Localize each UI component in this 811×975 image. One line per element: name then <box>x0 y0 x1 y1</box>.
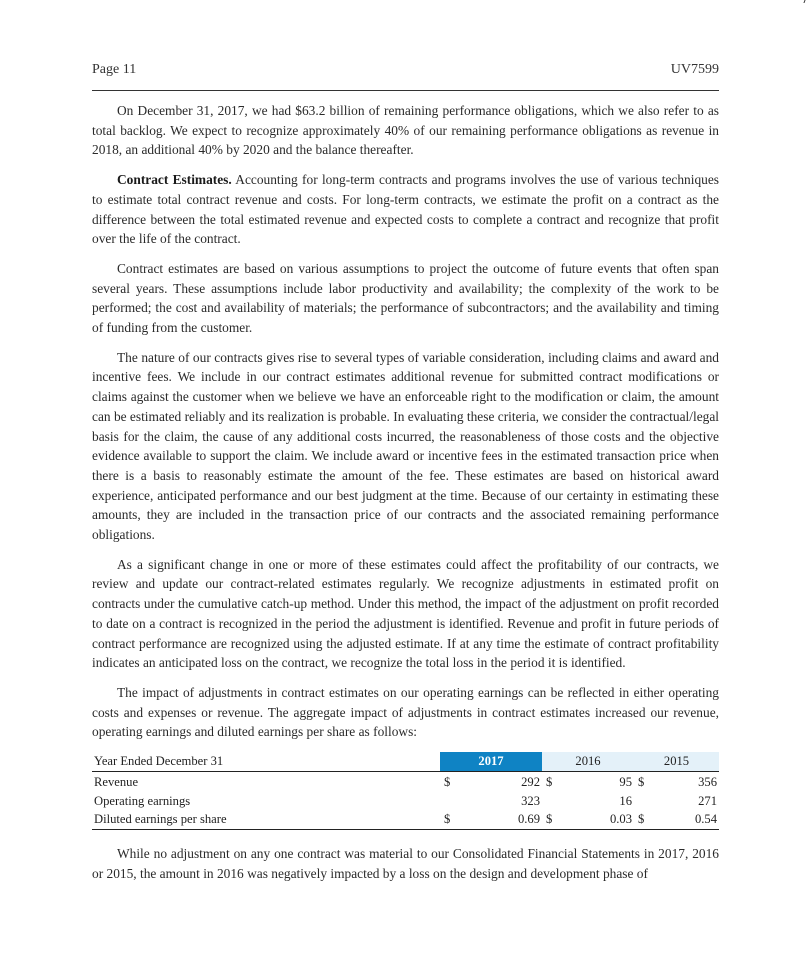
section-heading-contract-estimates: Contract Estimates. <box>117 172 232 188</box>
corner-mark <box>800 0 805 3</box>
currency-symbol: $ <box>542 811 566 830</box>
currency-symbol: $ <box>440 811 470 830</box>
cell-value: 356 <box>698 775 717 790</box>
header-divider <box>92 90 719 91</box>
row-label: Revenue <box>94 775 139 790</box>
table-row <box>92 771 719 792</box>
cell-value: 323 <box>521 793 540 808</box>
table-header-label: Year Ended December 31 <box>92 752 440 771</box>
document-body <box>92 101 719 894</box>
cell-value: 0.54 <box>658 811 719 830</box>
currency-symbol: $ <box>546 775 553 790</box>
cell-value: 0.69 <box>470 811 542 830</box>
paragraph-adjustments: As a significant change in one or more of these estimates could affect the profitability of our contracts, we review and update our contract-related estimates regularly. We recognize adjustments in estimated profit on contracts under the cumulative catch-up method. Under this method, the impact of the adjustment on profit recorded to date on a contract is recognized in the period the adjustment is identified. Revenue and profit in future periods of contract performance are recognized using the adjusted estimate. If at any time the estimate of contract profitability indicates an anticipated loss on the contract, we recognize the total loss in the period it is identified. <box>92 556 719 671</box>
currency-symbol <box>542 792 566 811</box>
cell-value: 292 <box>521 775 540 790</box>
cell-value: 16 <box>619 793 632 808</box>
paragraph-contract-estimates <box>92 170 719 249</box>
paragraph-backlog: On December 31, 2017, we had $63.2 billion of remaining performance obligations, which we also refer to as total backlog. We expect to recognize approximately 40% of our remaining performance obligations as revenue in 2018, an additional 40% by 2020 and the balance thereafter. <box>92 103 719 158</box>
currency-symbol <box>634 792 658 811</box>
column-header-2015: 2015 <box>634 752 719 771</box>
table-header-row <box>92 752 719 771</box>
column-header-2016: 2016 <box>542 752 634 771</box>
row-label: Diluted earnings per share <box>92 811 440 830</box>
page-header <box>92 62 719 80</box>
adjustments-table <box>92 752 719 830</box>
paragraph-impact: The impact of adjustments in contract estimates on our operating earnings can be reflected in either operating costs and expenses or revenue. The aggregate impact of adjustments in contract estimates increased our revenue, operating earnings and diluted earnings per share as follows: <box>92 684 719 740</box>
paragraph-variable-consideration: The nature of our contracts gives rise to several types of variable consideration, including claims and award and incentive fees. We include in our contract estimates additional revenue for submitted contract modifications or claims against the customer when we believe we have an enforceable right to the modification or claim, the amount can be estimated reliably and its realization is probable. In evaluating these criteria, we consider the contractual/legal basis for the claim, the cause of any additional costs incurred, the reasonableness of those costs and the objective evidence available to support the claim. We include award or incentive fees in the estimated transaction price when there is a basis to reasonably estimate the amount of the fee. These estimates are based on historical award experience, anticipated performance and our best judgment at the time. Because of our certainty in estimating these amounts, they are included in the transaction price of our contracts and the associated remaining performance obligations. <box>92 349 719 543</box>
cell-value: 95 <box>619 775 632 790</box>
cell-value: 271 <box>698 793 717 808</box>
currency-symbol: $ <box>444 775 451 790</box>
paragraph-contract-estimates-body: Accounting for long-term contracts and programs involves the use of various techniques to estimate total contract revenue and costs. For long-term contracts, we estimate the profit on a contract as the difference between the total estimated revenue and expected costs to complete a contract and recognize that profit over the life of the contract. <box>92 172 719 247</box>
column-header-2017: 2017 <box>440 752 542 771</box>
cell-value: 0.03 <box>566 811 634 830</box>
paragraph-assumptions: Contract estimates are based on various assumptions to project the outcome of future events that often span several years. These assumptions include labor productivity and availability; the complexity of the work to be performed; the cost and availability of materials; the performance of subcontractors; and the availability and timing of funding from the customer. <box>92 260 719 336</box>
row-label: Operating earnings <box>94 793 191 808</box>
paragraph-conclusion: While no adjustment on any one contract was material to our Consolidated Financial Statements in 2017, 2016 or 2015, the amount in 2016 was negatively impacted by a loss on the design and development phase of <box>92 846 719 881</box>
currency-symbol <box>440 792 470 811</box>
table-row <box>92 811 719 830</box>
case-number: UV7599 <box>670 62 719 77</box>
currency-symbol: $ <box>634 811 658 830</box>
page-number: Page 11 <box>92 62 137 77</box>
table-row <box>92 792 719 811</box>
currency-symbol: $ <box>638 775 645 790</box>
